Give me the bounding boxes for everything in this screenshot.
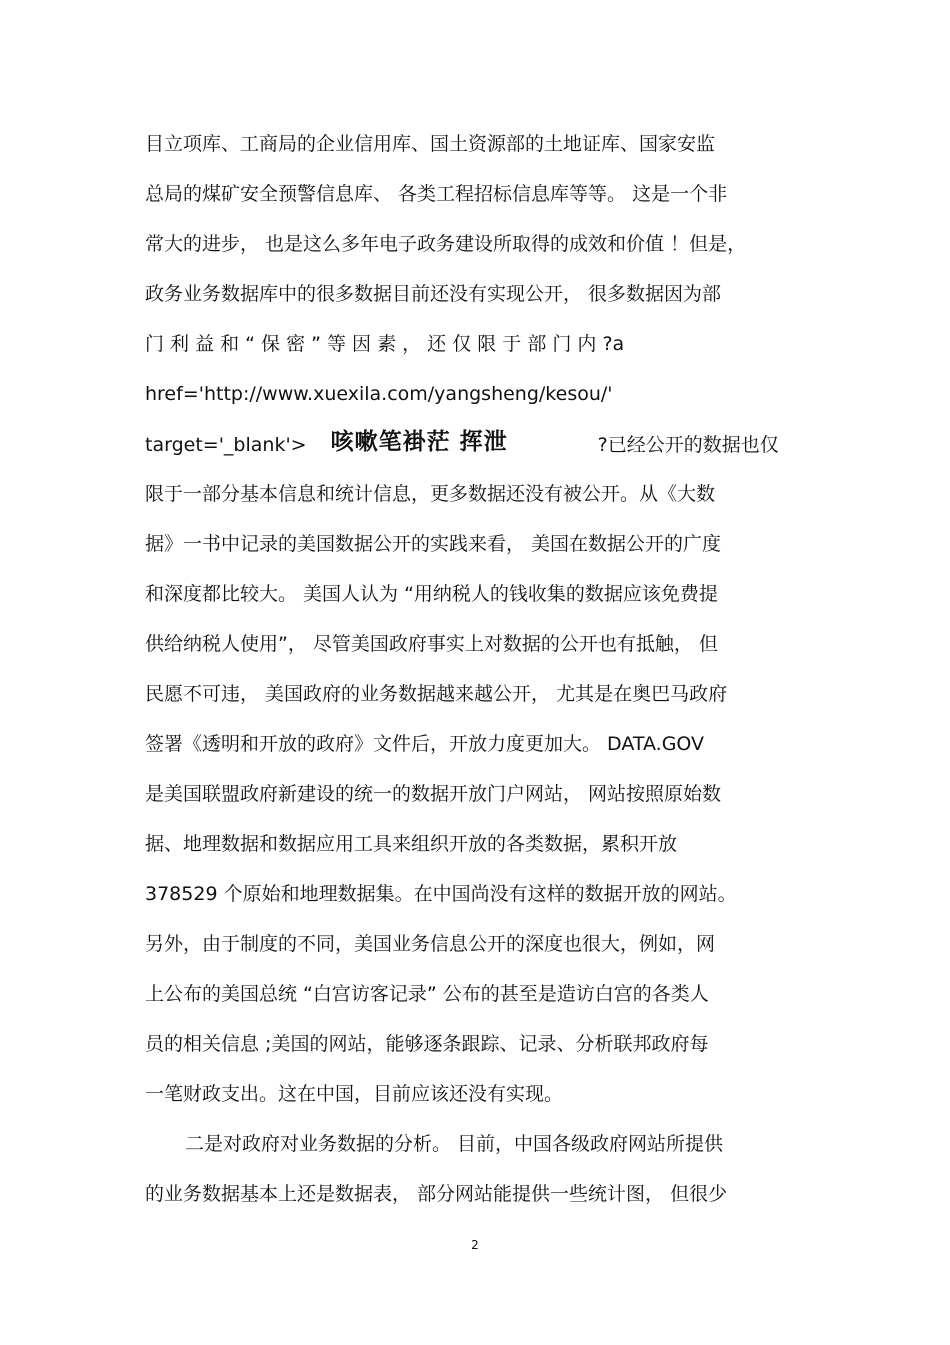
- text-line-9: 据》一书中记录的美国数据公开的实践来看， 美国在数据公开的广度: [145, 533, 722, 555]
- text-line-13: 签署《透明和开放的政府》文件后，开放力度更加大。 DATA.GOV: [145, 733, 705, 755]
- text-line-15: 据、地理数据和数据应用工具来组织开放的各类数据，累积开放: [145, 833, 678, 855]
- text-line-21: 二是对政府对业务数据的分析。 目前，中国各级政府网站所提供: [185, 1133, 724, 1155]
- garbled-stamp-text: 咳嗽笔褂茫 挥泄: [330, 429, 508, 455]
- text-line-20: 一笔财政支出。这在中国，目前应该还没有实现。: [145, 1083, 564, 1105]
- text-line-4: 政务业务数据库中的很多数据目前还没有实现公开， 很多数据因为部: [145, 283, 722, 305]
- text-line-8: 限于一部分基本信息和统计信息，更多数据还没有被公开。从《大数: [145, 483, 716, 505]
- text-line-10: 和深度都比较大。 美国人认为 “用纳税人的钱收集的数据应该免费提: [145, 583, 718, 605]
- text-line-1: 目立项库、工商局的企业信用库、国土资源部的土地证库、国家安监: [145, 133, 716, 155]
- text-line-7-tail: ?已经公开的数据也仅: [597, 434, 779, 456]
- page-number: 2: [471, 1238, 479, 1252]
- text-line-16: 378529 个原始和地理数据集。在中国尚没有这样的数据开放的网站。: [145, 883, 737, 905]
- text-line-12: 民愿不可违， 美国政府的业务数据越来越公开， 尤其是在奥巴马政府: [145, 683, 728, 705]
- text-line-19: 员的相关信息 ;美国的网站，能够逐条跟踪、记录、分析联邦政府每: [145, 1033, 709, 1055]
- text-line-6: href='http://www.xuexila.com/yangsheng/kesou/': [145, 383, 613, 405]
- text-line-2: 总局的煤矿安全预警信息库、 各类工程招标信息库等等。 这是一个非: [145, 183, 728, 205]
- text-line-11: 供给纳税人使用”， 尽管美国政府事实上对数据的公开也有抵触， 但: [145, 633, 718, 655]
- text-line-14: 是美国联盟政府新建设的统一的数据开放门户网站， 网站按照原始数: [145, 783, 722, 805]
- text-line-18: 上公布的美国总统 “白宫访客记录” 公布的甚至是造访白宫的各类人: [145, 983, 709, 1005]
- html-fragment: target='_blank'>: [145, 434, 307, 456]
- text-line-3: 常大的进步， 也是这么多年电子政务建设所取得的成效和价值 ！但是，: [145, 233, 747, 255]
- text-line-22: 的业务数据基本上还是数据表， 部分网站能提供一些统计图， 但很少: [145, 1183, 728, 1205]
- text-line-5: 门 利 益 和 “ 保 密 ” 等 因 素 ， 还 仅 限 于 部 门 内 ?a: [145, 333, 625, 355]
- text-line-17: 另外，由于制度的不同，美国业务信息公开的深度也很大，例如，网: [145, 933, 716, 955]
- text-line-7: [145, 429, 779, 457]
